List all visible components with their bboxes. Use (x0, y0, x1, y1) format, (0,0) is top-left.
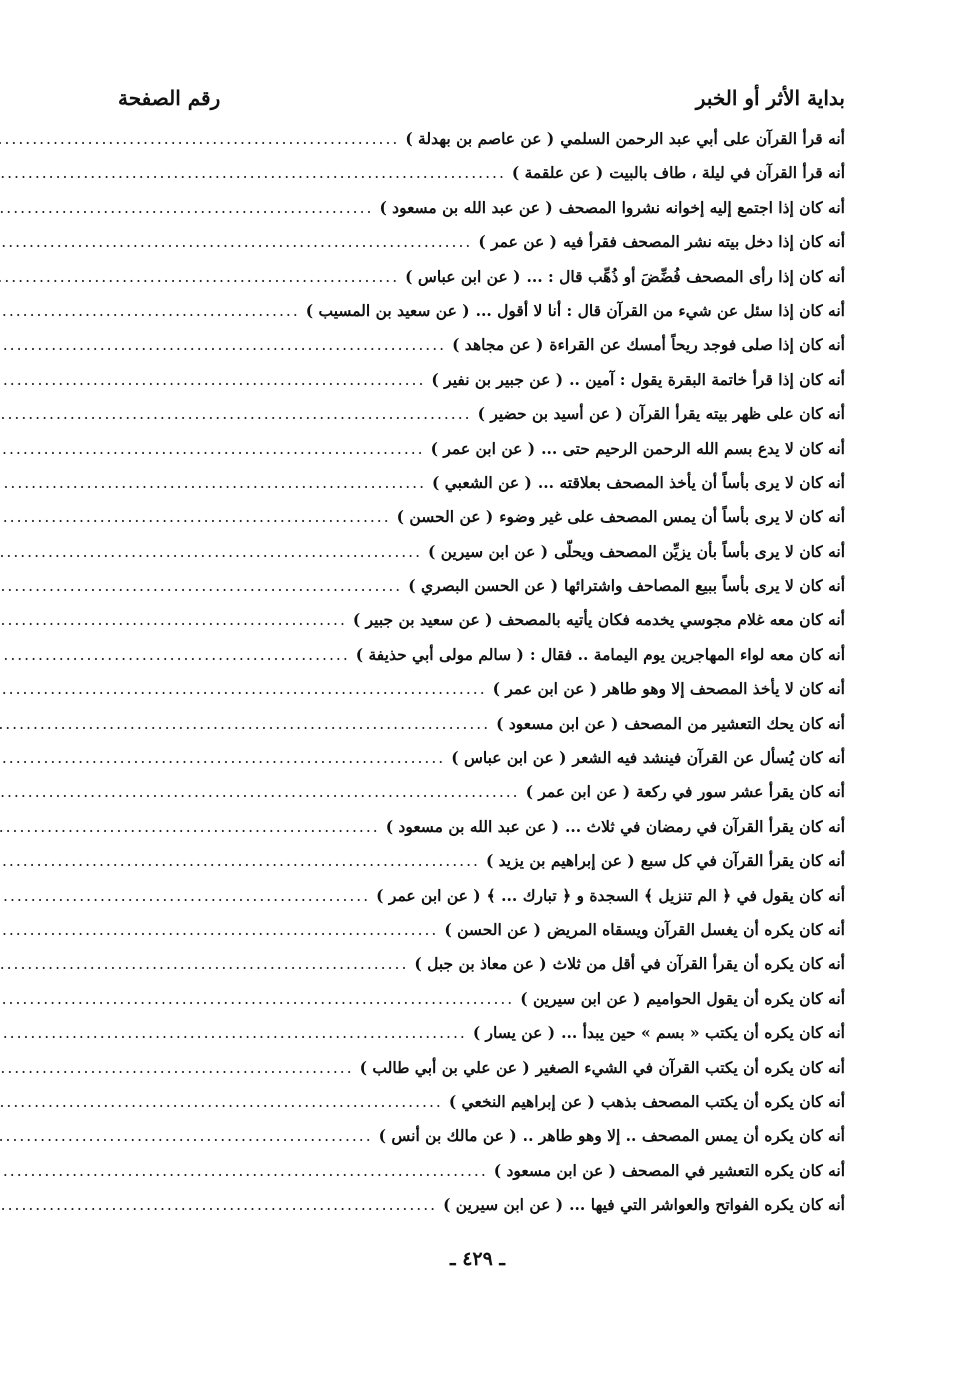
index-entry (118, 1126, 845, 1160)
index-entry-list (118, 129, 845, 1230)
index-entry (118, 1058, 845, 1092)
entry-text: أنه كان معه لواء المهاجرين يوم اليمامة .. فقال : (529, 644, 845, 664)
entry-text: أنه كان يكره أن يكتب القرآن في الشيء الصغير (535, 1057, 845, 1077)
index-entry (118, 129, 845, 163)
entry-source: ( عن الحسن ) (396, 507, 494, 527)
entry-text: أنه كان إذا اجتمع إليه إخوانه نشروا المصحف (558, 197, 845, 217)
dot-leader (0, 887, 370, 905)
dot-leader (0, 371, 425, 389)
index-entry (118, 370, 845, 404)
column-heading-page-number: رقم الصفحة (118, 86, 221, 110)
index-entry (118, 748, 845, 782)
entry-text: أنه كان يكره أن يكتب « بسم » حين يبدأ ... (561, 1023, 845, 1043)
dot-leader (0, 818, 380, 836)
entry-source: ( عن الحسن ) (444, 919, 541, 939)
index-entry (118, 473, 845, 507)
entry-text: أنه كان يحك التعشير من المصحف (624, 713, 845, 733)
dot-leader (0, 1059, 354, 1077)
dot-leader (0, 577, 402, 595)
dot-leader (0, 1024, 467, 1042)
entry-source: ( عن الشعبي ) (432, 472, 532, 492)
entry-text: أنه كان لا يرى بأساً أن يأخذ المصحف بعلاقته ... (537, 472, 845, 492)
entry-source: ( عن إبراهيم بن يزيد ) (485, 851, 635, 871)
entry-source: ( عن ابن سيرين ) (443, 1195, 564, 1215)
entry-source: ( عن عبد الله بن مسعود ) (379, 197, 553, 217)
dot-leader (0, 680, 487, 698)
entry-source: ( عن عبد الله بن مسعود ) (385, 816, 559, 836)
dot-leader (0, 611, 347, 629)
entry-text: أنه كان إذا دخل بيته نشر المصحف فقرأ فيه (563, 232, 845, 252)
index-entry (118, 886, 845, 920)
index-entry (118, 679, 845, 713)
page-number-footer: ـ ٤٢٩ ـ (450, 1248, 505, 1270)
index-entry (118, 954, 845, 988)
entry-text: أنه كان لا يرى بأساً أن يمس المصحف على غير وضوء (499, 507, 845, 527)
index-entry (118, 782, 845, 816)
index-entry (118, 198, 845, 232)
entry-source: ( عن يسار ) (472, 1023, 556, 1043)
entry-source: ( عن عمر ) (478, 232, 558, 252)
entry-text: أنه كان يقرأ عشر سور في ركعة (636, 782, 845, 802)
entry-text: أنه كان يكره الفواتح والعواشر التي فيها ... (569, 1195, 845, 1215)
entry-text: أنه كان معه غلام مجوسي يخدمه فكان يأتيه بالمصحف (498, 610, 845, 630)
entry-text: أنه كان لا يدع بسم الله الرحمن الرحيم حتى ... (541, 438, 845, 458)
index-entry (118, 714, 845, 748)
entry-source: ( عن ابن عمر ) (525, 782, 631, 802)
entry-text: أنه كان يكره أن يقرأ القرآن في أقل من ثلاث (552, 954, 845, 974)
dot-leader (0, 852, 480, 870)
index-entry (118, 232, 845, 266)
dot-leader (0, 440, 425, 458)
dot-leader (0, 130, 399, 148)
dot-leader (0, 1196, 437, 1214)
entry-source: ( عن ابن مسعود ) (493, 1160, 616, 1180)
index-entry (118, 267, 845, 301)
entry-text: أنه كان يقرأ القرآن في كل سبع (640, 851, 845, 871)
entry-text: أنه كان لا يرى بأساً ببيع المصاحف واشترائها (564, 576, 845, 596)
entry-source: ( عن علقمة ) (511, 163, 604, 183)
dot-leader (0, 336, 446, 354)
dot-leader (0, 783, 520, 801)
entry-text: أنه كان إذا صلى فوجد ريحاً أمسك عن القراءة (549, 335, 845, 355)
entry-source: ( عن مالك بن أنس ) (378, 1126, 517, 1146)
entry-text: أنه قرأ القرآن على أبي عبد الرحمن السلمي (560, 129, 845, 148)
index-entry (118, 989, 845, 1023)
page-header (118, 86, 845, 116)
index-entry (118, 439, 845, 473)
entry-text: أنه كان يقول في ﴿ الم تنزيل ﴾ السجدة و ﴿ تبارك ... ﴾ (486, 885, 845, 905)
dot-leader (0, 749, 445, 767)
entry-text: أنه كان يُسأل عن القرآن فينشد فيه الشعر (572, 748, 845, 768)
entry-text: أنه كان يكره أن يقول الحواميم (646, 988, 845, 1008)
entry-text: أنه كان يكره التعشير في المصحف (622, 1160, 845, 1180)
dot-leader (0, 715, 490, 733)
entry-source: ( عن ابن سيرين ) (428, 541, 549, 561)
entry-text: أنه كان يكره أن يغسل القرآن ويسقاه المريض (546, 919, 845, 939)
dot-leader (0, 508, 391, 526)
entry-text: أنه كان إذا سئل عن شيء من القرآن قال : أنا لا أقول ... (475, 300, 845, 320)
dot-leader (0, 646, 350, 664)
entry-source: ( عن ابن مسعود ) (496, 713, 619, 733)
entry-text: أنه كان على ظهر بيته يقرأ القرآن (628, 404, 845, 424)
dot-leader (0, 268, 399, 286)
entry-text: أنه كان إذا قرأ خاتمة البقرة يقول : آمين .. (569, 369, 845, 389)
entry-source: ( عن سعيد بن المسيب ) (305, 300, 470, 320)
dot-leader (0, 543, 422, 561)
index-entry (118, 610, 845, 644)
index-entry (118, 1023, 845, 1057)
entry-source: ( عن سعيد بن جبير ) (352, 610, 493, 630)
index-entry (118, 163, 845, 197)
entry-source: ( عن أسيد بن حضير ) (477, 404, 623, 424)
entry-text: أنه كان يكره أن يكتب المصحف بذهب (600, 1091, 845, 1111)
entry-source: ( عن معاذ بن جبل ) (414, 954, 547, 974)
dot-leader (0, 1127, 373, 1145)
dot-leader (0, 199, 373, 217)
entry-source: ( عن ابن عمر ) (430, 438, 536, 458)
entry-source: ( عن ابن عمر ) (492, 679, 598, 699)
index-entry (118, 645, 845, 679)
entry-source: ( عن إبراهيم النخعي ) (448, 1091, 595, 1111)
dot-leader (0, 1162, 488, 1180)
index-entry (118, 542, 845, 576)
entry-text: أنه قرأ القرآن في ليلة ، طاف بالبيت (609, 163, 845, 183)
entry-source: ( عن ابن عباس ) (405, 266, 521, 286)
index-entry (118, 920, 845, 954)
entry-text: أنه كان لا يرى بأساً بأن يزيِّن المصحف ويحلّى (554, 541, 845, 561)
index-entry (118, 576, 845, 610)
entry-source: ( عن مجاهد ) (452, 335, 544, 355)
index-entry (118, 335, 845, 369)
column-heading-beginning: بداية الأثر أو الخبر (695, 86, 845, 110)
entry-text: أنه كان يقرأ القرآن في رمضان في ثلاث ... (564, 816, 845, 836)
entry-source: ( عن ابن عمر ) (376, 885, 481, 905)
dot-leader (0, 1093, 443, 1111)
entry-source: ( عن ابن عباس ) (451, 748, 567, 768)
dot-leader (0, 474, 426, 492)
entry-text: أنه كان إذا رأى المصحف فُضِّضَ أو ذُهِّب قال : ... (526, 266, 845, 286)
index-entry (118, 1161, 845, 1195)
index-entry (118, 507, 845, 541)
entry-source: ( عن عاصم بن بهدلة ) (405, 129, 555, 148)
index-entry (118, 851, 845, 885)
dot-leader (0, 405, 472, 423)
entry-source: ( عن ابن سيرين ) (520, 988, 641, 1008)
index-entry (118, 404, 845, 438)
dot-leader (0, 921, 438, 939)
entry-text: أنه كان لا يأخذ المصحف إلا وهو طاهر (603, 679, 845, 699)
dot-leader (0, 302, 300, 320)
dot-leader (0, 990, 514, 1008)
index-entry (118, 817, 845, 851)
index-entry (118, 1195, 845, 1229)
dot-leader (0, 164, 506, 182)
dot-leader (0, 955, 408, 973)
index-entry (118, 301, 845, 335)
dot-leader (0, 233, 472, 251)
entry-text: أنه كان يكره أن يمس المصحف .. إلا وهو طاهر .. (522, 1126, 845, 1146)
index-entry (118, 1092, 845, 1126)
entry-source: ( سالم مولى أبي حذيفة ) (355, 644, 524, 664)
entry-source: ( عن الحسن البصري ) (408, 576, 559, 596)
entry-source: ( عن علي بن أبي طالب ) (359, 1057, 530, 1077)
entry-source: ( عن جبير بن نفير ) (431, 369, 564, 389)
